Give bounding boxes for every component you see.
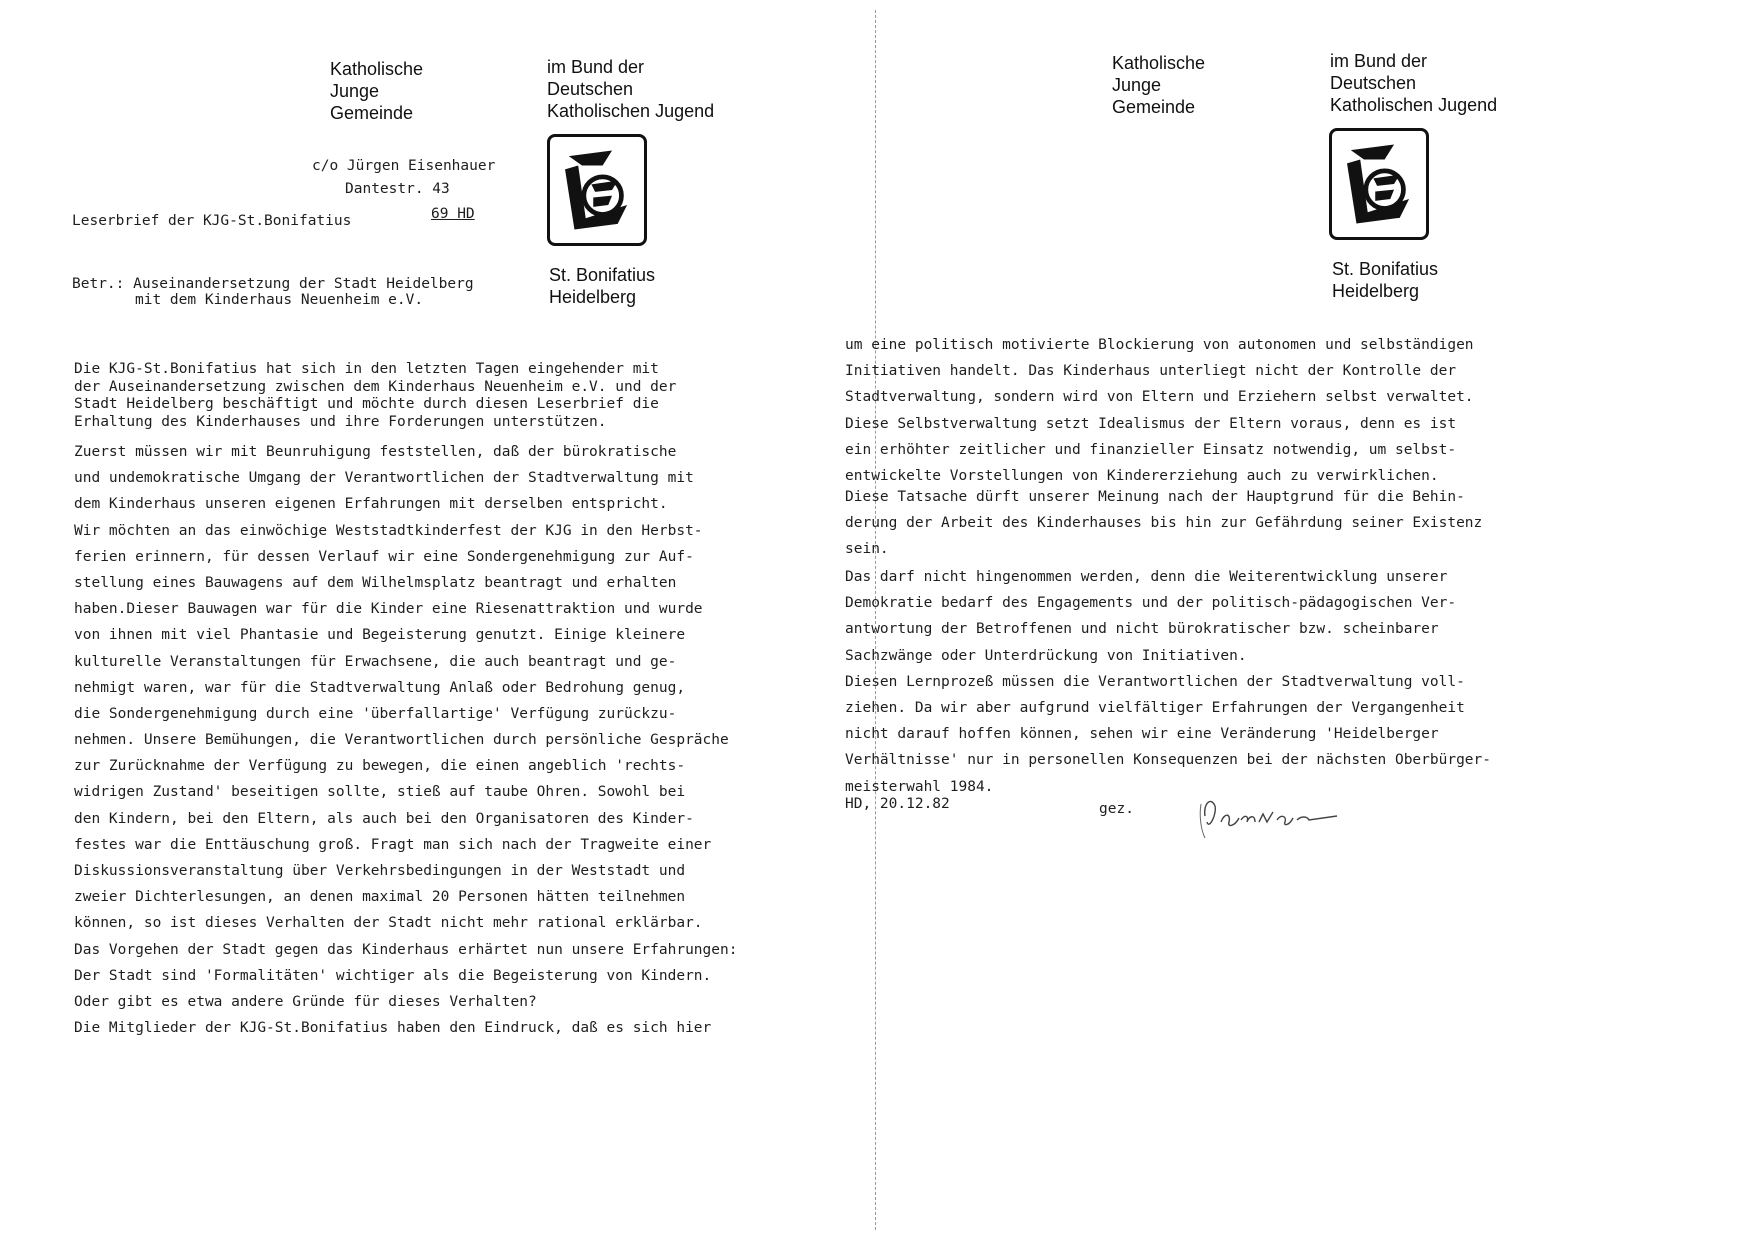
- association-line: Deutschen: [547, 79, 634, 99]
- text-line: nehmigt waren, war für die Stadtverwaltung Anlaß oder Bedrohung genug,: [74, 679, 686, 696]
- org-name-line: Gemeinde: [330, 103, 414, 123]
- text-line: Die KJG-St.Bonifatius hat sich in den letzten Tagen eingehender mit: [74, 361, 659, 377]
- intro-paragraph: [74, 361, 676, 431]
- text-line: stellung eines Bauwagens auf dem Wilhelmsplatz beantragt und erhalten: [74, 574, 677, 591]
- org-name-line: Katholische: [330, 59, 424, 79]
- parish-line: Heidelberg: [549, 287, 637, 307]
- text-line: Stadtverwaltung, sondern wird von Eltern und Erziehern selbst verwaltet.: [845, 389, 1474, 406]
- text-line: nehmen. Unsere Bemühungen, die Verantwortlichen durch persönliche Gespräche: [74, 732, 729, 749]
- text-line: zur Zurücknahme der Verfügung zu bewegen, die einen angeblich 'rechts-: [74, 758, 686, 775]
- handwritten-signature: [1197, 786, 1357, 846]
- text-line: und undemokratische Umgang der Verantwortlichen der Stadtverwaltung mit: [74, 470, 694, 487]
- text-line: Erhaltung des Kinderhauses und ihre Forderungen unterstützen.: [74, 413, 607, 430]
- demand-paragraph: [845, 564, 1491, 800]
- text-line: Verhältnisse' nur in personellen Konsequenzen bei der nächsten Oberbürger-: [845, 752, 1492, 769]
- signed-label: gez.: [1099, 801, 1134, 817]
- text-line: Sachzwänge oder Unterdrückung von Initiativen.: [845, 647, 1247, 664]
- text-line: derung der Arbeit des Kinderhauses bis hin zur Gefährdung seiner Existenz: [845, 515, 1483, 532]
- text-line: ferien erinnern, für dessen Verlauf wir eine Sondergenehmigung zur Auf-: [74, 548, 694, 565]
- address-line: 69 HD: [431, 206, 475, 222]
- text-line: Die Mitglieder der KJG-St.Bonifatius haben den Eindruck, daß es sich hier: [74, 1020, 712, 1037]
- text-line: sein.: [845, 541, 889, 558]
- text-line: widrigen Zustand' beseitigen sollte, stieß auf taube Ohren. Sowohl bei: [74, 784, 686, 801]
- org-name-line: Junge: [1112, 75, 1162, 95]
- text-line: Diese Tatsache dürft unserer Meinung nach der Hauptgrund für die Behin-: [845, 489, 1465, 505]
- text-line: Der Stadt sind 'Formalitäten' wichtiger als die Begeisterung von Kindern.: [74, 967, 712, 984]
- text-line: dem Kinderhaus unseren eigenen Erfahrungen mit derselben entspricht.: [74, 496, 668, 513]
- subject-line: Betr.: Auseinandersetzung der Stadt Heidelberg: [72, 276, 474, 292]
- letter-type: Leserbrief der KJG-St.Bonifatius: [72, 213, 352, 229]
- text-line: ein erhöhter zeitlicher und finanzieller Einsatz notwendig, um selbst-: [845, 441, 1457, 458]
- parish-line: St. Bonifatius: [549, 265, 656, 285]
- letter-page-2: [845, 0, 1754, 1240]
- text-line: Initiativen handelt. Das Kinderhaus unterliegt nicht der Kontrolle der: [845, 363, 1457, 380]
- text-line: haben.Dieser Bauwagen war für die Kinder eine Riesenattraktion und wurde: [74, 601, 703, 618]
- text-line: meisterwahl 1984.: [845, 778, 994, 795]
- text-line: können, so ist dieses Verhalten der Stadt nicht mehr rational erklärbar.: [74, 915, 703, 932]
- text-line: Zuerst müssen wir mit Beunruhigung feststellen, daß der bürokratische: [74, 444, 677, 460]
- text-line: um eine politisch motivierte Blockierung von autonomen und selbständigen: [845, 337, 1474, 353]
- text-line: antwortung der Betroffenen und nicht bürokratischer bzw. scheinbarer: [845, 621, 1439, 638]
- text-line: Das darf nicht hingenommen werden, denn die Weiterentwicklung unserer: [845, 569, 1448, 585]
- text-line: ziehen. Da wir aber aufgrund vielfältiger Erfahrungen der Vergangenheit: [845, 699, 1465, 716]
- org-name: [1112, 52, 1205, 118]
- parish-name: [1332, 258, 1438, 302]
- association-name: [547, 56, 714, 122]
- text-line: die Sondergenehmigung durch eine 'überfallartige' Verfügung zurückzu-: [74, 705, 677, 722]
- text-line: festes war die Enttäuschung groß. Fragt man sich nach der Tragweite einer: [74, 836, 712, 853]
- text-line: Demokratie bedarf des Engagements und der politisch-pädagogischen Ver-: [845, 595, 1457, 612]
- kjg-logo-icon: [547, 134, 647, 246]
- org-name: [330, 58, 423, 124]
- association-line: Katholischen Jugend: [547, 101, 715, 121]
- text-line: Diesen Lernprozeß müssen die Verantwortlichen der Stadtverwaltung voll-: [845, 673, 1465, 690]
- org-name-line: Katholische: [1112, 53, 1206, 73]
- text-line: Diskussionsveranstaltung über Verkehrsbedingungen in der Weststadt und: [74, 863, 686, 879]
- parish-line: Heidelberg: [1332, 281, 1420, 301]
- text-line: Wir möchten an das einwöchige Weststadtkinderfest der KJG in den Herbst-: [74, 522, 703, 539]
- text-line: den Kindern, bei den Eltern, als auch bei den Organisatoren des Kinder-: [74, 810, 694, 827]
- body-paragraph: [74, 439, 737, 1041]
- subject-line: mit dem Kinderhaus Neuenheim e.V.: [135, 292, 424, 308]
- association-name: [1330, 50, 1497, 116]
- text-line: nicht darauf hoffen können, sehen wir eine Veränderung 'Heidelberger: [845, 726, 1439, 743]
- text-line: zweier Dichterlesungen, an denen maximal 20 Personen hätten teilnehmen: [74, 889, 686, 906]
- org-name-line: Gemeinde: [1112, 97, 1196, 117]
- association-line: im Bund der: [547, 57, 645, 77]
- address-line: Dantestr. 43: [345, 181, 450, 197]
- text-line: Das Vorgehen der Stadt gegen das Kinderhaus erhärtet nun unsere Erfahrungen:: [74, 941, 738, 958]
- org-name-line: Junge: [330, 81, 380, 101]
- text-line: Stadt Heidelberg beschäftigt und möchte durch diesen Leserbrief die: [74, 396, 659, 412]
- parish-name: [549, 264, 655, 308]
- text-line: Oder gibt es etwa andere Gründe für dieses Verhalten?: [74, 993, 537, 1010]
- text-line: Diese Selbstverwaltung setzt Idealismus der Eltern voraus, denn es ist: [845, 415, 1457, 432]
- association-line: Deutschen: [1330, 73, 1417, 93]
- parish-line: St. Bonifatius: [1332, 259, 1439, 279]
- text-line: von ihnen mit viel Phantasie und Begeisterung genutzt. Einige kleinere: [74, 627, 686, 644]
- address-line: c/o Jürgen Eisenhauer: [312, 158, 496, 174]
- place-date: HD, 20.12.82: [845, 796, 950, 812]
- association-line: Katholischen Jugend: [1330, 95, 1498, 115]
- kjg-logo-icon: [1329, 128, 1429, 240]
- text-line: entwickelte Vorstellungen von Kindererziehung auch zu verwirklichen.: [845, 467, 1439, 484]
- association-line: im Bund der: [1330, 51, 1428, 71]
- reason-paragraph: [845, 484, 1482, 563]
- text-line: der Auseinandersetzung zwischen dem Kinderhaus Neuenheim e.V. und der: [74, 378, 677, 395]
- text-line: kulturelle Veranstaltungen für Erwachsene, die auch beantragt und ge-: [74, 653, 677, 670]
- continuation-paragraph: [845, 332, 1474, 489]
